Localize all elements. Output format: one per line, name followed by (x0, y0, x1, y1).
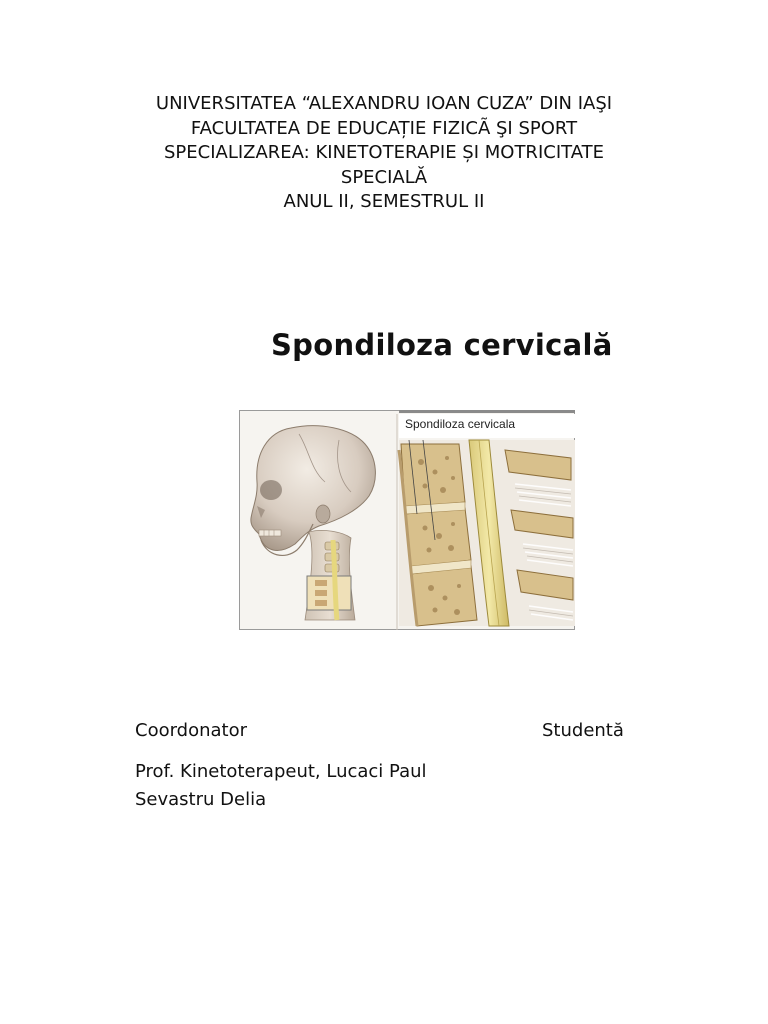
student-name: Sevastru Delia (135, 789, 267, 810)
spine-detail-drawing (399, 414, 575, 626)
coordinator-label: Coordonator (135, 720, 248, 741)
specialization-line-continued: SPECIALĂ (340, 166, 428, 188)
specialization-line: SPECIALIZAREA: KINETOTERAPIE ȘI MOTRICITATE (163, 142, 605, 163)
student-label: Studentă (542, 720, 624, 741)
spine-illustration (239, 410, 575, 630)
university-line: UNIVERSITATEA “ALEXANDRU IOAN CUZA” DIN IAŞI (155, 93, 613, 114)
document-title: Spondiloza cervicală (271, 328, 613, 362)
figure-caption: Spondiloza cervicala (405, 417, 516, 431)
faculty-line: FACULTATEA DE EDUCAȚIE FIZICÃ ŞI SPORT (190, 117, 578, 139)
coordinator-name: Prof. Kinetoterapeut, Lucaci Paul (135, 761, 427, 782)
neck-drawing (305, 530, 355, 620)
institution-header (0, 92, 768, 215)
year-semester-line: ANUL II, SEMESTRUL II (283, 191, 485, 212)
